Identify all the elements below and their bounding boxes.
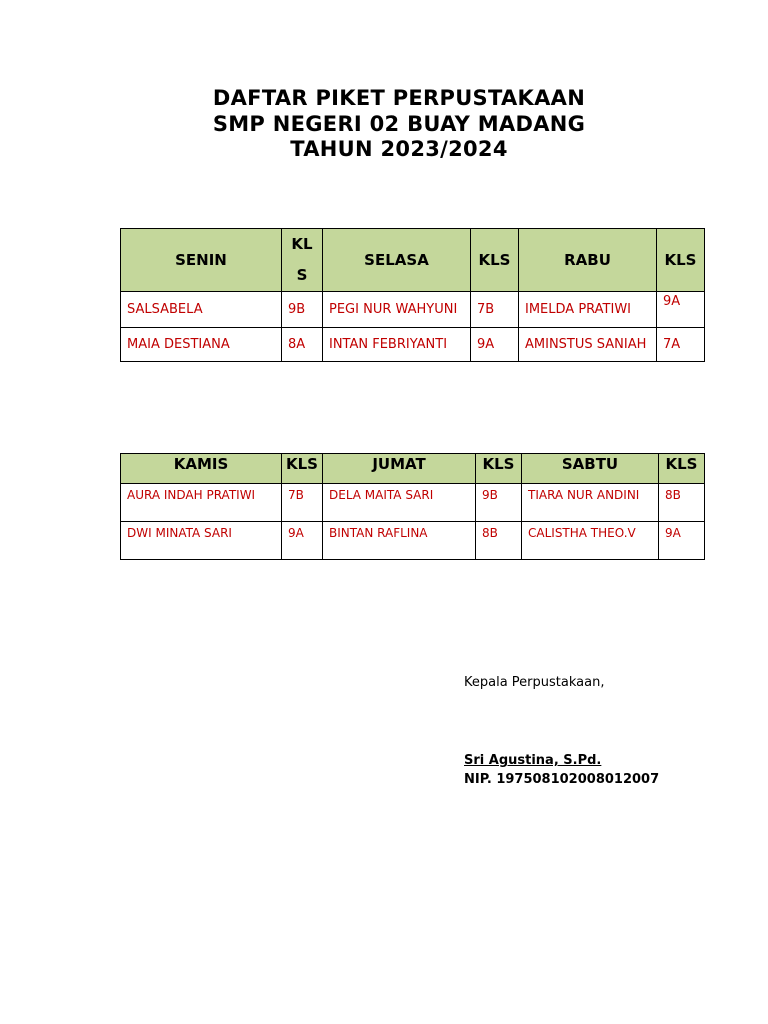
header-kls: KL S: [282, 229, 323, 292]
student-name: SALSABELA: [121, 292, 282, 328]
table-row: [121, 484, 705, 522]
student-name: PEGI NUR WAHYUNI: [323, 292, 471, 328]
class-cell: 9A: [657, 292, 705, 328]
class-cell: 9A: [282, 522, 323, 560]
student-name: MAIA DESTIANA: [121, 328, 282, 362]
signature-title: Kepala Perpustakaan,: [464, 675, 605, 690]
header-jumat: JUMAT: [323, 454, 476, 484]
class-cell: 8B: [659, 484, 705, 522]
class-cell: 7B: [471, 292, 519, 328]
title-line-2: SMP NEGERI 02 BUAY MADANG: [212, 111, 586, 136]
class-cell: 8A: [282, 328, 323, 362]
student-name: AURA INDAH PRATIWI: [121, 484, 282, 522]
class-cell: 9A: [471, 328, 519, 362]
student-name: DELA MAITA SARI: [323, 484, 476, 522]
class-cell: 7B: [282, 484, 323, 522]
student-name: IMELDA PRATIWI: [519, 292, 657, 328]
student-name: BINTAN RAFLINA: [323, 522, 476, 560]
class-cell: 9B: [476, 484, 522, 522]
signatory-name: Sri Agustina, S.Pd.: [464, 753, 602, 768]
header-kamis: KAMIS: [121, 454, 282, 484]
table-header-row: [121, 454, 705, 484]
student-name: INTAN FEBRIYANTI: [323, 328, 471, 362]
signatory-nip: NIP. 197508102008012007: [464, 772, 660, 787]
header-selasa: SELASA: [323, 229, 471, 292]
header-kls: KLS: [657, 229, 705, 292]
document-title: [0, 86, 768, 163]
table-row: [121, 292, 705, 328]
student-name: CALISTHA THEO.V: [522, 522, 659, 560]
student-name: TIARA NUR ANDINI: [522, 484, 659, 522]
class-cell: 9A: [659, 522, 705, 560]
schedule-table-mon-wed: [120, 228, 705, 362]
header-kls: KLS: [476, 454, 522, 484]
header-rabu: RABU: [519, 229, 657, 292]
header-sabtu: SABTU: [522, 454, 659, 484]
schedule-table-thu-sat: [120, 453, 705, 560]
table-row: [121, 522, 705, 560]
class-cell: 9B: [282, 292, 323, 328]
table-row: [121, 328, 705, 362]
header-kls: KLS: [659, 454, 705, 484]
header-kls: KLS: [471, 229, 519, 292]
table-header-row: [121, 229, 705, 292]
class-cell: 8B: [476, 522, 522, 560]
student-name: DWI MINATA SARI: [121, 522, 282, 560]
class-cell: 7A: [657, 328, 705, 362]
header-senin: SENIN: [121, 229, 282, 292]
title-line-3: TAHUN 2023/2024: [290, 137, 508, 161]
header-kls: KLS: [282, 454, 323, 484]
student-name: AMINSTUS SANIAH: [519, 328, 657, 362]
title-line-1: DAFTAR PIKET PERPUSTAKAAN: [212, 86, 586, 110]
